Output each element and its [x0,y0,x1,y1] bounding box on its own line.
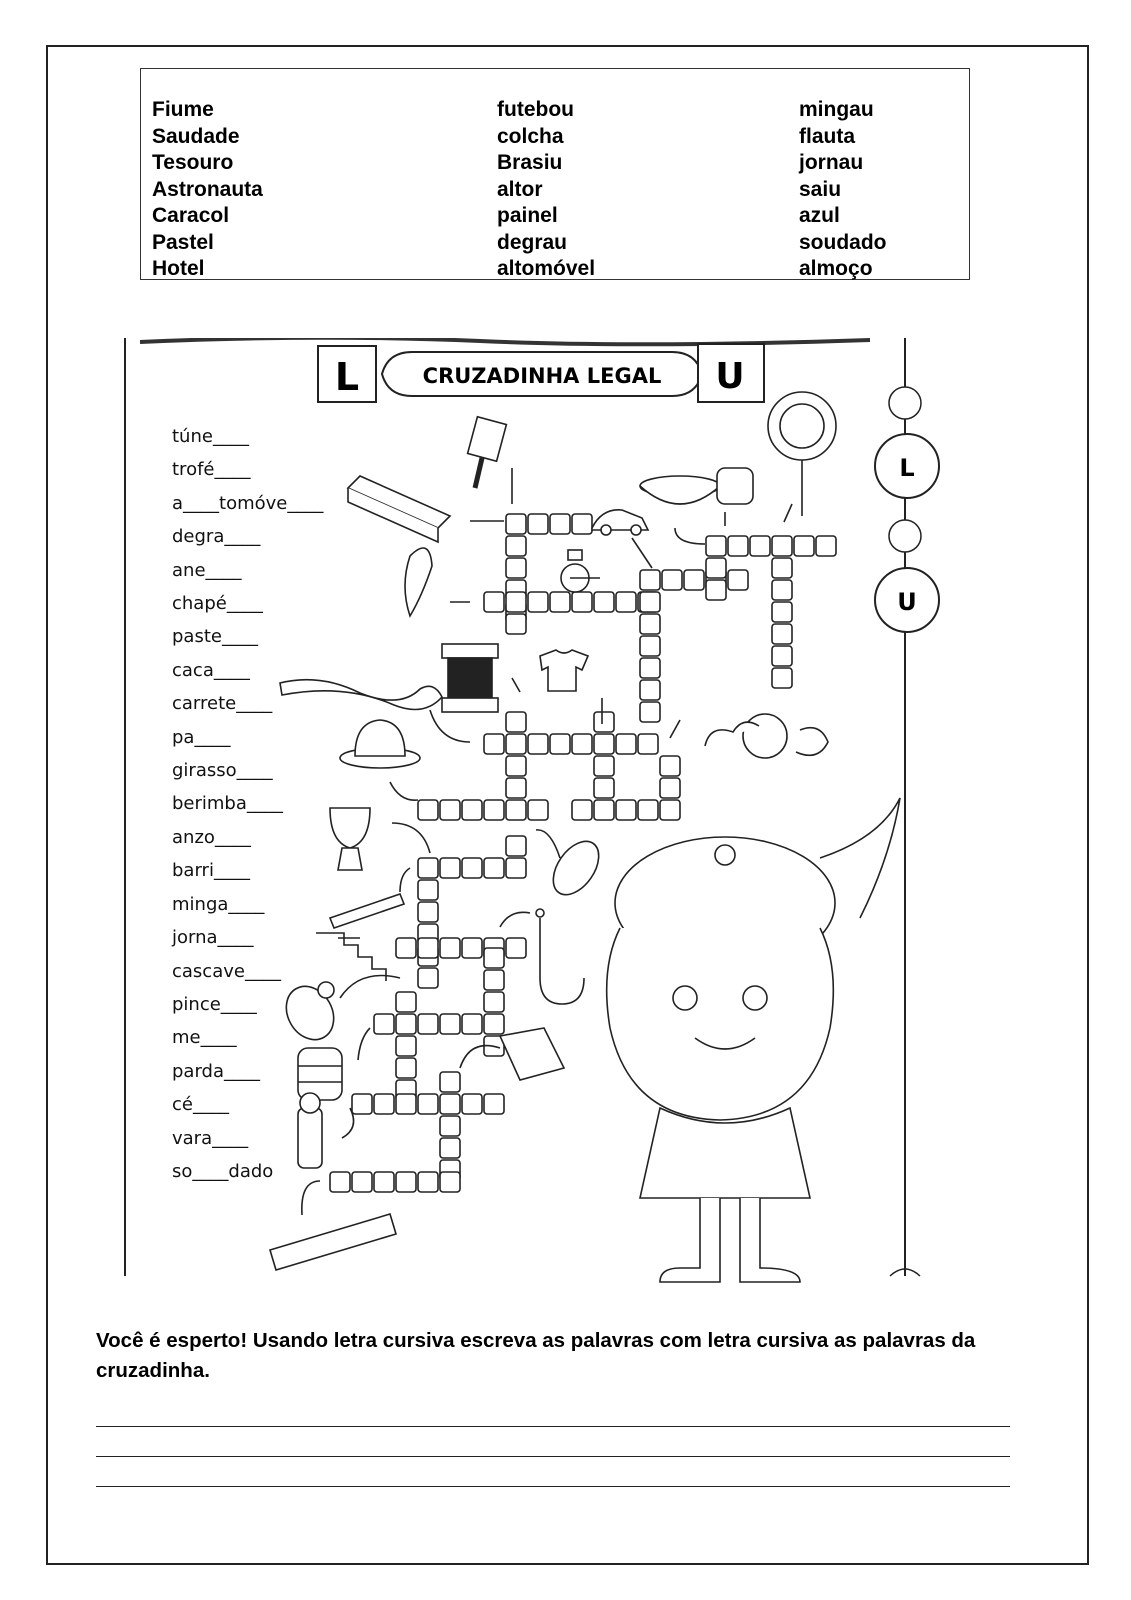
crossword-cell[interactable] [484,1014,504,1034]
crossword-cell[interactable] [440,1072,460,1092]
word-item: colcha [497,124,564,148]
crossword-cell[interactable] [506,614,526,634]
word-item: azul [799,204,840,227]
crossword-cell[interactable] [594,592,614,612]
word-item: soudado [799,230,887,254]
clue-item: paste____ [172,626,258,648]
crossword-cell[interactable] [506,778,526,798]
word-item: saiu [799,177,842,201]
crossword-cell[interactable] [418,800,438,820]
badge-letter-u: U [897,588,917,616]
clue-item: pince____ [172,993,257,1015]
crossword-cell[interactable] [418,902,438,922]
newspaper-icon [270,1214,396,1270]
crossword-cell[interactable] [572,734,592,754]
crossword-cell[interactable] [440,858,460,878]
crossword-cell[interactable] [750,536,770,556]
sunflower-icon [768,392,836,516]
word-item: futebou [497,98,574,121]
crossword-cell[interactable] [506,712,526,732]
crossword-cell[interactable] [396,938,416,958]
crossword-cell[interactable] [506,938,526,958]
crossword-cell[interactable] [374,1172,394,1192]
crossword-cell[interactable] [550,514,570,534]
clue-item: berimba____ [172,793,283,815]
crossword-cell[interactable] [772,558,792,578]
word-bank [140,68,970,280]
crossword-cell[interactable] [572,514,592,534]
answer-line[interactable] [96,1456,1010,1457]
clue-item: a____tomóve____ [172,492,324,514]
crossword-cell[interactable] [506,592,526,612]
clue-item: girasso____ [172,760,273,782]
crossword-cell[interactable] [484,992,504,1012]
crossword-cell[interactable] [506,514,526,534]
crossword-cell[interactable] [616,800,636,820]
word-item: Saudade [152,124,240,148]
crossword-cell[interactable] [772,668,792,688]
word-item: Brasiu [497,151,563,174]
word-item: mingau [799,98,874,121]
shirt-icon [540,650,588,691]
crossword-cell[interactable] [660,756,680,776]
crossword-cell[interactable] [440,1094,460,1114]
crossword-cell[interactable] [616,734,636,754]
crossword-cell[interactable] [816,536,836,556]
crossword-cell[interactable] [706,580,726,600]
road-icon [330,894,404,928]
crossword-cell[interactable] [638,734,658,754]
feather-icon [405,548,432,616]
crossword-cell[interactable] [660,800,680,820]
crossword-cell[interactable] [506,836,526,856]
title-banner [318,344,764,402]
trophy-icon [330,808,370,870]
crossword-cell[interactable] [440,800,460,820]
word-item: Tesouro [152,151,234,174]
crossword-cell[interactable] [330,1172,350,1192]
crossword-cell[interactable] [352,1172,372,1192]
clue-item: degra____ [172,526,261,548]
crossword-cell[interactable] [772,536,792,556]
crossword-cell[interactable] [506,536,526,556]
crossword-cell[interactable] [640,658,660,678]
crossword-cell[interactable] [506,858,526,878]
crossword-cell[interactable] [440,938,460,958]
wood-plank-icon [348,476,450,542]
stairs-icon [316,933,386,981]
word-item: jornau [799,151,864,174]
crossword-cell[interactable] [594,778,614,798]
crossword-cell[interactable] [374,1094,394,1114]
crossword-cell[interactable] [572,800,592,820]
instructions-text: Você é esperto! Usando letra cursiva escreva as palavras com letra cursiva as palavras da cruzadinha. [96,1329,976,1382]
crossword-cell[interactable] [772,580,792,600]
crossword-cell[interactable] [396,1014,416,1034]
word-bank-column-2 [497,97,595,283]
crossword-cell[interactable] [440,1116,460,1136]
crossword-cell[interactable] [484,948,504,968]
crossword-cell[interactable] [506,756,526,776]
crossword-cell[interactable] [396,1094,416,1114]
word-item: Caracol [152,204,230,227]
crossword-cell[interactable] [616,592,636,612]
fishhook-icon [536,909,584,1004]
clue-item: jorna____ [172,927,254,949]
crossword-cell[interactable] [462,858,482,878]
crossword-cell[interactable] [462,1094,482,1114]
crossword-cell[interactable] [374,1014,394,1034]
word-bank-column-3 [799,97,887,283]
crossword-cell[interactable] [484,1094,504,1114]
crossword-cell[interactable] [440,1014,460,1034]
crossword-cell[interactable] [594,734,614,754]
title-text: CRUZADINHA LEGAL [422,364,662,388]
word-item: Fiume [152,98,214,121]
crossword-cell[interactable] [506,558,526,578]
crossword-cell[interactable] [484,970,504,990]
clue-item: so____dado [172,1160,274,1182]
crossword-cell[interactable] [528,514,548,534]
crossword-cell[interactable] [484,592,504,612]
crossword-cell[interactable] [418,858,438,878]
word-item: altor [497,177,543,201]
crossword-cell[interactable] [396,992,416,1012]
crossword-cell[interactable] [418,880,438,900]
crossword-cell[interactable] [396,1172,416,1192]
crossword-cell[interactable] [484,800,504,820]
word-item: Pastel [152,230,214,254]
clue-item: cé____ [172,1094,229,1116]
sponge-icon [500,1028,564,1080]
ring-icon [561,550,589,592]
crossword-cell[interactable] [352,1094,372,1114]
clue-item: ane____ [172,559,242,581]
clue-item: me____ [172,1027,237,1049]
answer-line[interactable] [96,1486,1010,1487]
clue-item: minga____ [172,893,265,915]
clue-item: cascave____ [172,960,281,982]
answer-line[interactable] [96,1426,1010,1427]
crossword-cell[interactable] [440,1138,460,1158]
crossword-cell[interactable] [462,1014,482,1034]
clue-item: pa____ [172,726,231,748]
crossword-cell[interactable] [572,592,592,612]
word-item: flauta [799,124,856,148]
honey-jar-icon [717,468,753,504]
crossword-cell[interactable] [660,778,680,798]
word-item: altomóvel [497,257,596,280]
crossword-cell[interactable] [594,756,614,776]
clue-item: barri____ [172,860,250,882]
crossword-cell[interactable] [640,636,660,656]
crossword-cell[interactable] [484,734,504,754]
word-item: almoço [799,257,873,280]
hat-icon [340,720,420,768]
crossword-cell[interactable] [640,570,660,590]
clue-item: vara____ [172,1127,249,1149]
crossword-cell[interactable] [706,558,726,578]
clue-item: trofé____ [172,459,251,481]
crossword-cell[interactable] [594,712,614,732]
word-item: painel [497,204,558,227]
crossword-cell[interactable] [662,570,682,590]
clue-item: parda____ [172,1060,260,1082]
clue-list [172,420,323,1188]
bowl-icon [640,476,720,504]
crossword-cell[interactable] [550,592,570,612]
crossword-cell[interactable] [484,858,504,878]
crossword-cell[interactable] [640,614,660,634]
crossword-cell[interactable] [418,1094,438,1114]
crossword-cell[interactable] [396,1058,416,1078]
crossword-cell[interactable] [506,734,526,754]
crossword-cell[interactable] [418,968,438,988]
word-bank-column-1 [152,97,263,283]
crossword-cell[interactable] [418,1172,438,1192]
crossword-cell[interactable] [418,938,438,958]
word-item: Hotel [152,257,205,280]
crossword-cell[interactable] [506,800,526,820]
crossword-cell[interactable] [728,570,748,590]
crossword-cell[interactable] [640,680,660,700]
crossword-cell[interactable] [462,938,482,958]
crossword-cell[interactable] [640,702,660,722]
crossword-cell[interactable] [706,536,726,556]
crossword-cell[interactable] [728,536,748,556]
crossword-cell[interactable] [528,800,548,820]
crossword-cell[interactable] [440,1172,460,1192]
word-item: Astronauta [152,177,263,201]
title-right-letter: U [715,356,745,397]
clue-item: carrete____ [172,693,273,715]
car-icon [592,510,648,535]
crossword-cell[interactable] [528,592,548,612]
title-left-letter: L [334,355,360,399]
crossword-cell[interactable] [528,734,548,754]
sun-cloud-icon [705,714,828,758]
word-item: degrau [497,230,568,254]
crossword-cell[interactable] [772,624,792,644]
girl-character-icon [607,798,900,1282]
spool-icon [442,644,498,712]
crossword-cell[interactable] [550,734,570,754]
crossword-cell[interactable] [418,1014,438,1034]
crossword-cell[interactable] [794,536,814,556]
clue-item: caca____ [172,659,250,681]
crossword-cell[interactable] [462,800,482,820]
crossword-cell[interactable] [638,800,658,820]
brush-icon [468,417,507,488]
crossword-cell[interactable] [684,570,704,590]
clue-item: anzo____ [172,826,251,848]
crossword-cell[interactable] [640,592,660,612]
crossword-cell[interactable] [772,646,792,666]
crossword-cell[interactable] [396,1036,416,1056]
crossword-cell[interactable] [594,800,614,820]
badge-letter-l: L [899,454,915,482]
clue-item: túne____ [172,426,249,447]
clue-item: chapé____ [172,593,263,615]
crossword-cell[interactable] [772,602,792,622]
